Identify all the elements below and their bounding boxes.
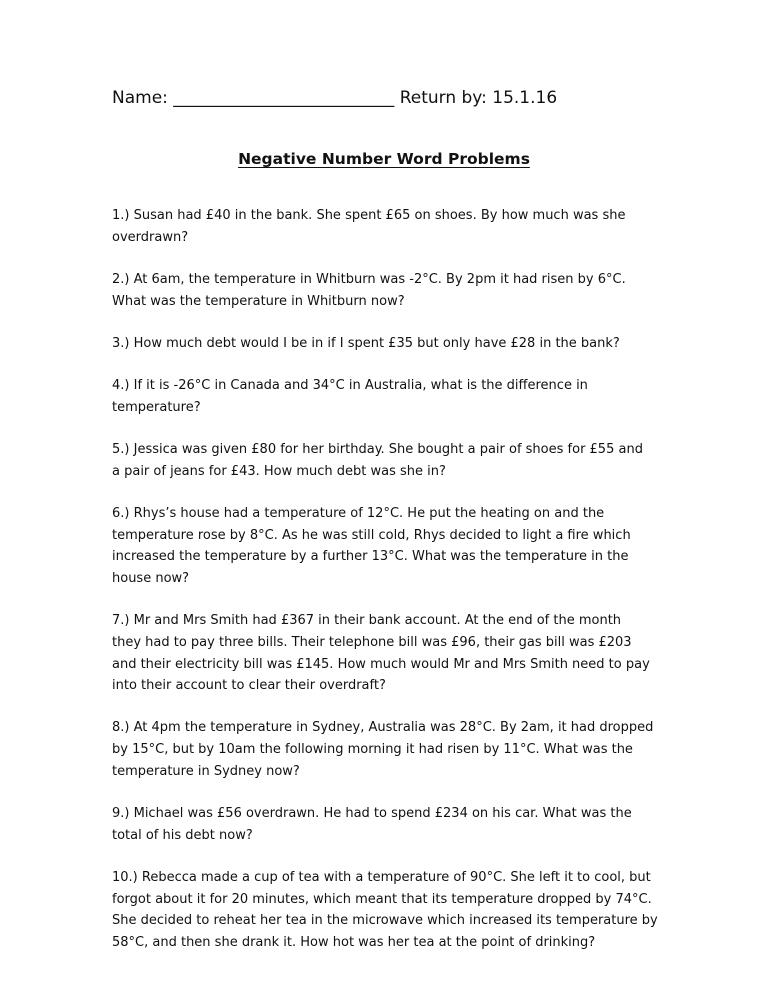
- question-7: [112, 610, 692, 697]
- question-line: 3.) How much debt would I be in if I spent £35 but only have £28 in the bank?: [112, 335, 620, 351]
- question-line: 8.) At 4pm the temperature in Sydney, Australia was 28°C. By 2am, it had dropped: [112, 720, 654, 736]
- worksheet-title: Negative Number Word Problems: [238, 150, 530, 168]
- question-line: 1.) Susan had £40 in the bank. She spent £65 on shoes. By how much was she: [112, 208, 626, 223]
- question-line: forgot about it for 20 minutes, which meant that its temperature dropped by 74°C.: [112, 891, 652, 907]
- question-8: [112, 717, 692, 782]
- question-line: 58°C, and then she drank it. How hot was her tea at the point of drinking?: [112, 935, 596, 951]
- question-line: 5.) Jessica was given £80 for her birthday. She bought a pair of shoes for £55 and: [112, 441, 643, 457]
- question-line: by 15°C, but by 10am the following morning it had risen by 11°C. What was the: [112, 742, 633, 758]
- name-label: Name:: [112, 88, 168, 108]
- question-line: 6.) Rhys’s house had a temperature of 12°C. He put the heating on and the: [112, 505, 605, 521]
- question-line: and their electricity bill was £145. How much would Mr and Mrs Smith need to pay: [112, 656, 650, 672]
- question-line: 2.) At 6am, the temperature in Whitburn was -2°C. By 2pm it had risen by 6°C.: [112, 271, 626, 287]
- question-5: [112, 439, 692, 482]
- question-2: [112, 269, 692, 312]
- question-line: into their account to clear their overdraft?: [112, 678, 386, 694]
- question-line: increased the temperature by a further 13°C. What was the temperature in the: [112, 549, 629, 565]
- question-4: [112, 375, 692, 418]
- question-10: [112, 867, 692, 954]
- question-line: a pair of jeans for £43. How much debt was she in?: [112, 463, 446, 479]
- question-line: What was the temperature in Whitburn now?: [112, 293, 405, 309]
- question-1: [112, 205, 692, 248]
- question-line: house now?: [112, 570, 190, 586]
- question-line: 10.) Rebecca made a cup of tea with a temperature of 90°C. She left it to cool, but: [112, 869, 651, 885]
- worksheet-title-wrap: [0, 150, 768, 168]
- question-line: total of his debt now?: [112, 827, 253, 843]
- return-by-date: Return by: 15.1.16: [399, 88, 558, 108]
- question-line: they had to pay three bills. Their telephone bill was £96, their gas bill was £203: [112, 634, 632, 650]
- question-9: [112, 803, 692, 846]
- question-line: temperature rose by 8°C. As he was still cold, Rhys decided to light a fire which: [112, 527, 631, 543]
- question-line: temperature in Sydney now?: [112, 763, 300, 779]
- question-line: 7.) Mr and Mrs Smith had £367 in their bank account. At the end of the month: [112, 613, 622, 629]
- question-line: 9.) Michael was £56 overdrawn. He had to spend £234 on his car. What was the: [112, 806, 632, 822]
- question-6: [112, 503, 692, 590]
- question-line: temperature?: [112, 399, 201, 415]
- question-line: 4.) If it is -26°C in Canada and 34°C in Australia, what is the difference in: [112, 378, 588, 394]
- worksheet-header: [112, 88, 557, 108]
- question-list: [112, 205, 692, 974]
- question-line: overdrawn?: [112, 229, 189, 245]
- question-line: She decided to reheat her tea in the microwave which increased its temperature by: [112, 913, 658, 929]
- question-3: [112, 333, 692, 355]
- name-blank-line: __________________________: [173, 88, 395, 108]
